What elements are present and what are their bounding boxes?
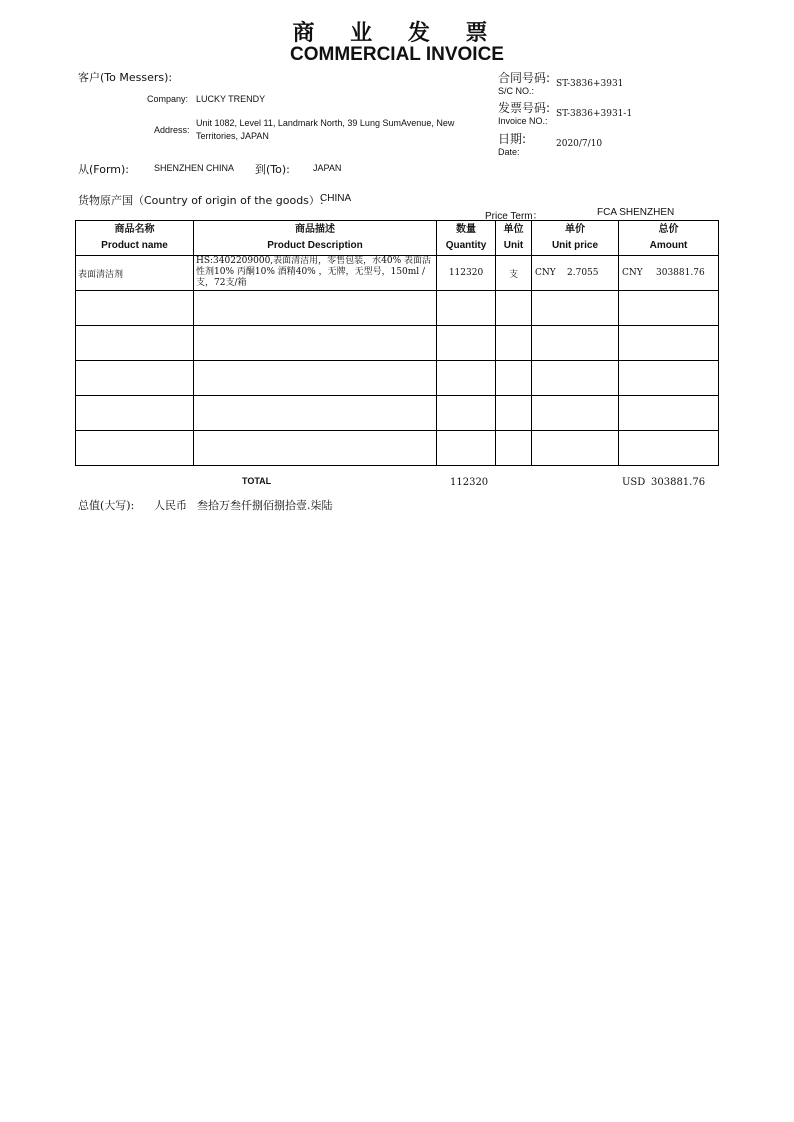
table-row	[76, 256, 719, 291]
address-label: Address:	[154, 125, 190, 135]
header-en: Unit	[503, 240, 524, 251]
company-label: Company:	[147, 94, 189, 104]
sc-label-cn: 合同号码:	[498, 71, 551, 85]
origin-label: 货物原产国（Country of origin of the goods）:	[78, 194, 324, 207]
header-en: Product Description	[267, 240, 363, 251]
table-row-empty	[76, 326, 719, 361]
amount-currency: CNY	[622, 268, 643, 278]
invoice-title-en: COMMERCIAL INVOICE	[290, 44, 504, 65]
date-value: 2020/7/10	[556, 139, 603, 149]
address-line-1: Unit 1082, Level 11, Landmark North, 39 Lung SumAvenue, New	[196, 118, 455, 128]
invoice-title-cn: 商 业 发 票	[292, 21, 502, 46]
header-product-description	[194, 221, 437, 256]
from-label: 从(Form):	[78, 163, 129, 176]
header-unit-price	[532, 221, 619, 256]
sc-value: ST-3836+3931	[556, 79, 624, 89]
table-row-empty	[76, 396, 719, 431]
total-label: TOTAL	[242, 476, 272, 486]
amount-words-currency: 人民币	[154, 499, 187, 512]
unit-price-value: 2.7055	[567, 268, 599, 278]
price-term-value: FCA SHENZHEN	[597, 207, 675, 218]
items-table	[75, 220, 719, 466]
origin-value: CHINA	[320, 193, 352, 204]
header-en: Amount	[649, 240, 688, 251]
amount-words-value: 叁拾万叁仟捌佰捌拾壹.柒陆	[197, 499, 333, 512]
table-row-empty	[76, 361, 719, 396]
invoice-no-label-en: Invoice NO.:	[498, 116, 548, 126]
company-value: LUCKY TRENDY	[196, 94, 266, 104]
amount-value: 303881.76	[656, 268, 705, 278]
table-header-row	[76, 221, 719, 256]
sc-label-en: S/C NO.:	[498, 86, 535, 96]
header-en: Unit price	[551, 240, 599, 251]
unit-price-cell	[532, 256, 619, 291]
header-cn: 商品名称	[114, 224, 155, 235]
table-row-empty	[76, 431, 719, 466]
amount-words-label: 总值(大写):	[78, 499, 135, 512]
to-value: JAPAN	[313, 163, 342, 173]
unit-cell: 支	[496, 256, 532, 291]
quantity-cell: 112320	[437, 256, 496, 291]
header-unit	[496, 221, 532, 256]
price-term-label: Price Term：	[485, 211, 543, 222]
total-currency: USD	[622, 477, 646, 488]
header-cn: 单价	[565, 224, 585, 235]
invoice-no-label-cn: 发票号码:	[498, 101, 551, 115]
customer-label: 客户(To Messers):	[78, 71, 173, 84]
date-label-en: Date:	[498, 147, 520, 157]
header-amount	[619, 221, 719, 256]
header-en: Quantity	[445, 240, 487, 251]
address-line-2: Territories, JAPAN	[196, 131, 269, 141]
header-cn: 单位	[503, 224, 524, 235]
invoice-no-value: ST-3836+3931-1	[556, 109, 633, 119]
from-value: SHENZHEN CHINA	[154, 163, 235, 173]
header-product-name	[76, 221, 194, 256]
amount-cell	[619, 256, 719, 291]
total-amount: 303881.76	[651, 477, 706, 488]
header-en: Product name	[101, 240, 168, 251]
header-cn: 总价	[658, 224, 679, 235]
header-cn: 数量	[456, 224, 476, 235]
date-label-cn: 日期:	[498, 132, 527, 146]
header-quantity	[437, 221, 496, 256]
product-name-cell: 表面清洁剂	[76, 256, 194, 291]
unit-price-currency: CNY	[535, 268, 556, 278]
product-description-cell: HS:3402209000,表面清洁用，零售包装，水40% 表面活性剂10% 丙酮10% 酒精40% ，无牌，无型号，150ml / 支，72支/箱	[194, 256, 437, 291]
table-row-empty	[76, 291, 719, 326]
total-quantity: 112320	[450, 477, 489, 488]
header-cn: 商品描述	[295, 224, 335, 235]
to-label: 到(To):	[255, 163, 290, 176]
